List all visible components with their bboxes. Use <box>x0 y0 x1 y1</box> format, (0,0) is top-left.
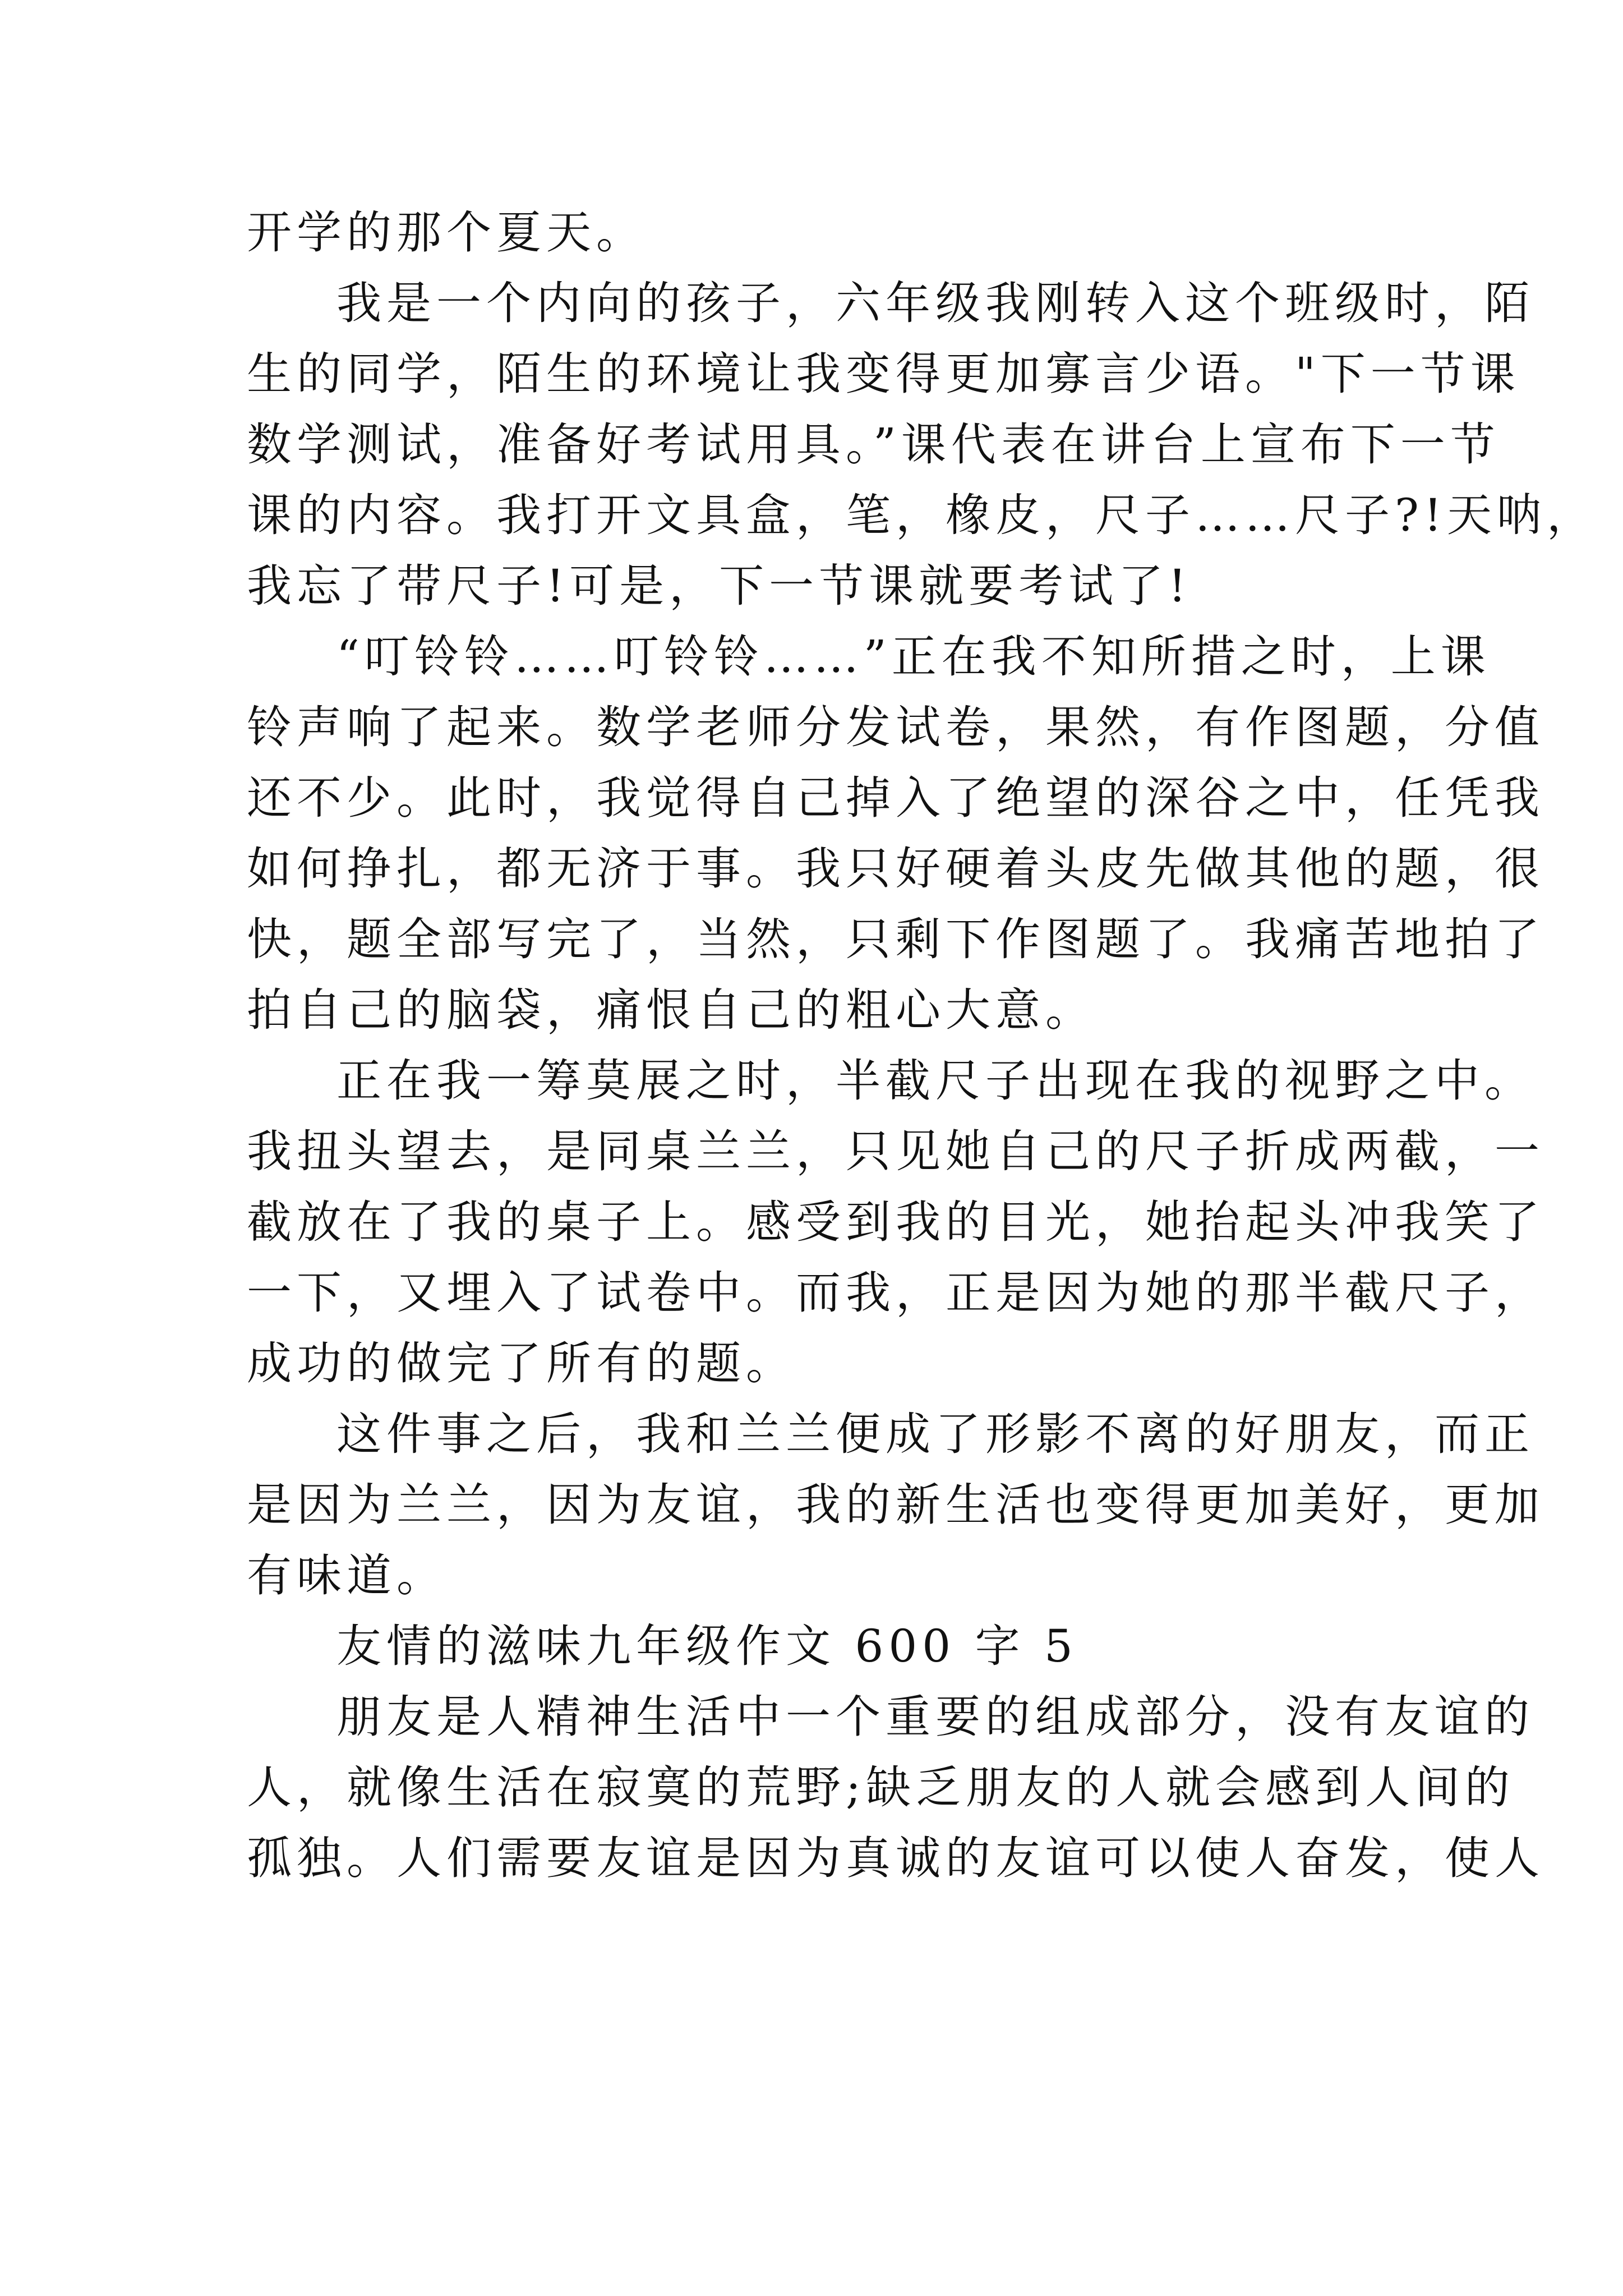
text-line: 数学测试，准备好考试用具。”课代表在讲台上宣布下一节 <box>247 418 1500 471</box>
document-body <box>247 197 1597 1894</box>
text-line: 还不少。此时，我觉得自己掉入了绝望的深谷之中，任凭我 <box>247 772 1544 824</box>
text-line: 朋友是人精神生活中一个重要的组成部分，没有友谊的 <box>336 1691 1534 1743</box>
text-line: 开学的那个夏天。 <box>247 206 646 259</box>
text-line: 快，题全部写完了，当然，只剩下作图题了。我痛苦地拍了 <box>247 913 1544 965</box>
text-line: 生的同学，陌生的环境让我变得更加寡言少语。"下一节课 <box>247 348 1520 400</box>
text-line: 拍自己的脑袋，痛恨自己的粗心大意。 <box>247 984 1095 1036</box>
text-line: 一下，又埋入了试卷中。而我，正是因为她的那半截尺子， <box>247 1267 1544 1319</box>
text-line: 我忘了带尺子!可是，下一节课就要考试了! <box>247 560 1192 612</box>
text-line: 孤独。人们需要友谊是因为真诚的友谊可以使人奋发，使人 <box>247 1832 1544 1884</box>
text-line: 有味道。 <box>247 1549 446 1602</box>
text-line: 人，就像生活在寂寞的荒野;缺乏朋友的人就会感到人间的 <box>247 1761 1515 1814</box>
text-line: 是因为兰兰，因为友谊，我的新生活也变得更加美好，更加 <box>247 1479 1544 1531</box>
text-line: 友情的滋味九年级作文 600 字 5 <box>336 1620 1078 1672</box>
text-line: 正在我一筹莫展之时，半截尺子出现在我的视野之中。 <box>336 1055 1534 1107</box>
text-line: 成功的做完了所有的题。 <box>247 1337 796 1389</box>
text-line: 课的内容。我打开文具盒，笔，橡皮，尺子……尺子?!天呐， <box>247 489 1597 541</box>
text-line: 我是一个内向的孩子，六年级我刚转入这个班级时，陌 <box>336 277 1534 329</box>
text-line: “叮铃铃……叮铃铃……”正在我不知所措之时，上课 <box>336 631 1491 683</box>
text-line: 我扭头望去，是同桌兰兰，只见她自己的尺子折成两截，一 <box>247 1125 1544 1177</box>
text-line: 铃声响了起来。数学老师分发试卷，果然，有作图题，分值 <box>247 701 1544 753</box>
text-line: 如何挣扎，都无济于事。我只好硬着头皮先做其他的题，很 <box>247 843 1544 895</box>
text-line: 这件事之后，我和兰兰便成了形影不离的好朋友，而正 <box>336 1408 1534 1460</box>
text-line: 截放在了我的桌子上。感受到我的目光，她抬起头冲我笑了 <box>247 1196 1544 1248</box>
